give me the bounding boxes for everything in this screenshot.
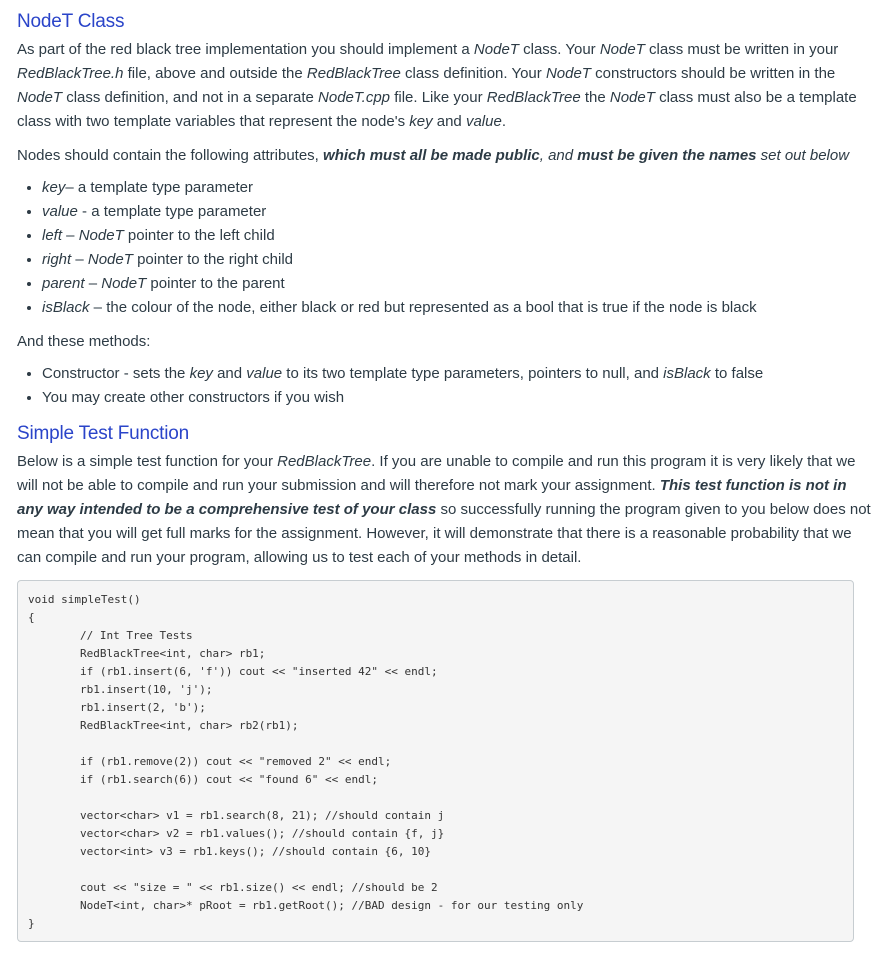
code-blank-line (28, 789, 843, 807)
attribute-desc: – a template type parameter (65, 179, 253, 196)
attribute-sep: – (71, 251, 88, 268)
simple-test-heading: Simple Test Function (17, 423, 190, 444)
text: Nodes should contain the following attributes, (17, 147, 324, 164)
text: to false (710, 365, 764, 382)
text: to its two template type parameters, pointers to null, and (282, 365, 664, 382)
code-line: void simpleTest() (28, 593, 141, 606)
code-blank-line (28, 861, 843, 879)
text-italic: NodeT.cpp (318, 89, 391, 106)
code-line: if (rb1.search(6)) cout << "found 6" << endl; (80, 773, 379, 786)
text-italic: NodeT (599, 41, 645, 58)
text: . If you are unable to compile and run this program it is very likely that we will not be able to compile and run your submission and will therefore not mark your assignment. (17, 453, 856, 494)
text: file, above and outside the (123, 65, 307, 82)
text-italic: RedBlackTree.h (17, 65, 124, 82)
text-italic: value (246, 365, 283, 382)
text: and (432, 113, 466, 130)
nodet-class-heading: NodeT Class (17, 11, 125, 32)
text: the (580, 89, 610, 106)
attribute-name: right (42, 251, 72, 268)
list-item (42, 224, 875, 248)
attribute-type: NodeT (101, 275, 147, 292)
text: constructors should be written in the (590, 65, 836, 82)
text: Below is a simple test function for your (17, 453, 278, 470)
text: so successfully running the program given to you below does not mean that you will get full marks for the assignment. However, it will demonstrate that there is a reasonable probability that we can compile and run your program, allowing us to test each of your methods in detail. (17, 501, 871, 566)
list-item (42, 296, 875, 320)
text: file. Like your (390, 89, 487, 106)
list-item (42, 200, 875, 224)
list-item (42, 362, 875, 386)
code-line: vector<char> v2 = rb1.values(); //should contain {f, j} (80, 827, 445, 840)
code-line: RedBlackTree<int, char> rb2(rb1); (80, 719, 299, 732)
attribute-name: value (42, 203, 78, 220)
code-line: NodeT<int, char>* pRoot = rb1.getRoot(); //BAD design - for our testing only (80, 899, 584, 912)
attribute-sep: – (84, 275, 102, 292)
code-line: rb1.insert(10, 'j'); (80, 683, 213, 696)
code-block[interactable] (17, 580, 854, 942)
list-item: • You may create other constructors if you wish (42, 386, 875, 410)
attribute-desc: pointer to the parent (146, 275, 285, 292)
methods-intro-paragraph: And these methods: (17, 333, 151, 350)
code-line: if (rb1.remove(2)) cout << "removed 2" << endl; (80, 755, 392, 768)
attribute-type: NodeT (87, 251, 133, 268)
text: and (212, 365, 247, 382)
attribute-name: parent (42, 275, 85, 292)
attribute-type: NodeT (78, 227, 124, 244)
code-line: vector<char> v1 = rb1.search(8, 21); //should contain j (80, 809, 445, 822)
text: class definition, and not in a separate (62, 89, 319, 106)
text: Constructor - sets the (42, 365, 190, 382)
text-italic: RedBlackTree (306, 65, 401, 82)
attribute-desc: – the colour of the node, either black or red but represented as a bool that is true if the node is black (89, 299, 757, 316)
code-line: rb1.insert(2, 'b'); (80, 701, 206, 714)
code-line: // Int Tree Tests (80, 629, 193, 642)
text-italic: RedBlackTree (277, 453, 372, 470)
list-item (42, 176, 875, 200)
nodet-intro-paragraph (17, 38, 875, 134)
attributes-list (17, 176, 875, 320)
attribute-desc: pointer to the right child (132, 251, 293, 268)
attribute-name: left (42, 227, 63, 244)
code-line: } (28, 917, 35, 930)
text-italic: key (409, 113, 433, 130)
text-bold-italic: must be given the names (577, 147, 757, 164)
text-italic: NodeT (17, 89, 63, 106)
text-bold-italic: which must all be made public (323, 147, 540, 164)
code-line: if (rb1.insert(6, 'f')) cout << "inserted 42" << endl; (80, 665, 438, 678)
text: class must be written in your (644, 41, 839, 58)
text-italic: , and (539, 147, 578, 164)
text: . (501, 113, 506, 130)
attribute-name: isBlack (42, 299, 90, 316)
text-italic: key (189, 365, 213, 382)
attributes-intro-paragraph (17, 144, 875, 168)
attribute-sep: – (62, 227, 79, 244)
code-line: vector<int> v3 = rb1.keys(); //should contain {6, 10} (80, 845, 431, 858)
simple-test-paragraph (17, 450, 875, 570)
text-italic: NodeT (545, 65, 591, 82)
text-italic: RedBlackTree (486, 89, 581, 106)
text-italic: NodeT (473, 41, 519, 58)
attribute-desc: pointer to the left child (123, 227, 275, 244)
attribute-desc: - a template type parameter (77, 203, 267, 220)
attribute-name: key (42, 179, 66, 196)
text-italic: isBlack (663, 365, 711, 382)
list-item (42, 272, 875, 296)
text-bold-italic: This test function is not in any way intended to be a comprehensive test of your class (17, 477, 847, 518)
code-line: cout << "size = " << rb1.size() << endl; //should be 2 (80, 881, 438, 894)
text-italic: value (465, 113, 502, 130)
methods-list (17, 362, 875, 410)
text: class. Your (518, 41, 600, 58)
text-italic: NodeT (609, 89, 655, 106)
text: class definition. Your (400, 65, 546, 82)
text-italic: set out below (756, 147, 850, 164)
code-line: { (28, 611, 35, 624)
text: As part of the red black tree implementation you should implement a (17, 41, 474, 58)
text: class must also be a template class with two template variables that represent the node's (17, 89, 857, 130)
code-line: RedBlackTree<int, char> rb1; (80, 647, 266, 660)
code-blank-line (28, 735, 843, 753)
list-item (42, 248, 875, 272)
